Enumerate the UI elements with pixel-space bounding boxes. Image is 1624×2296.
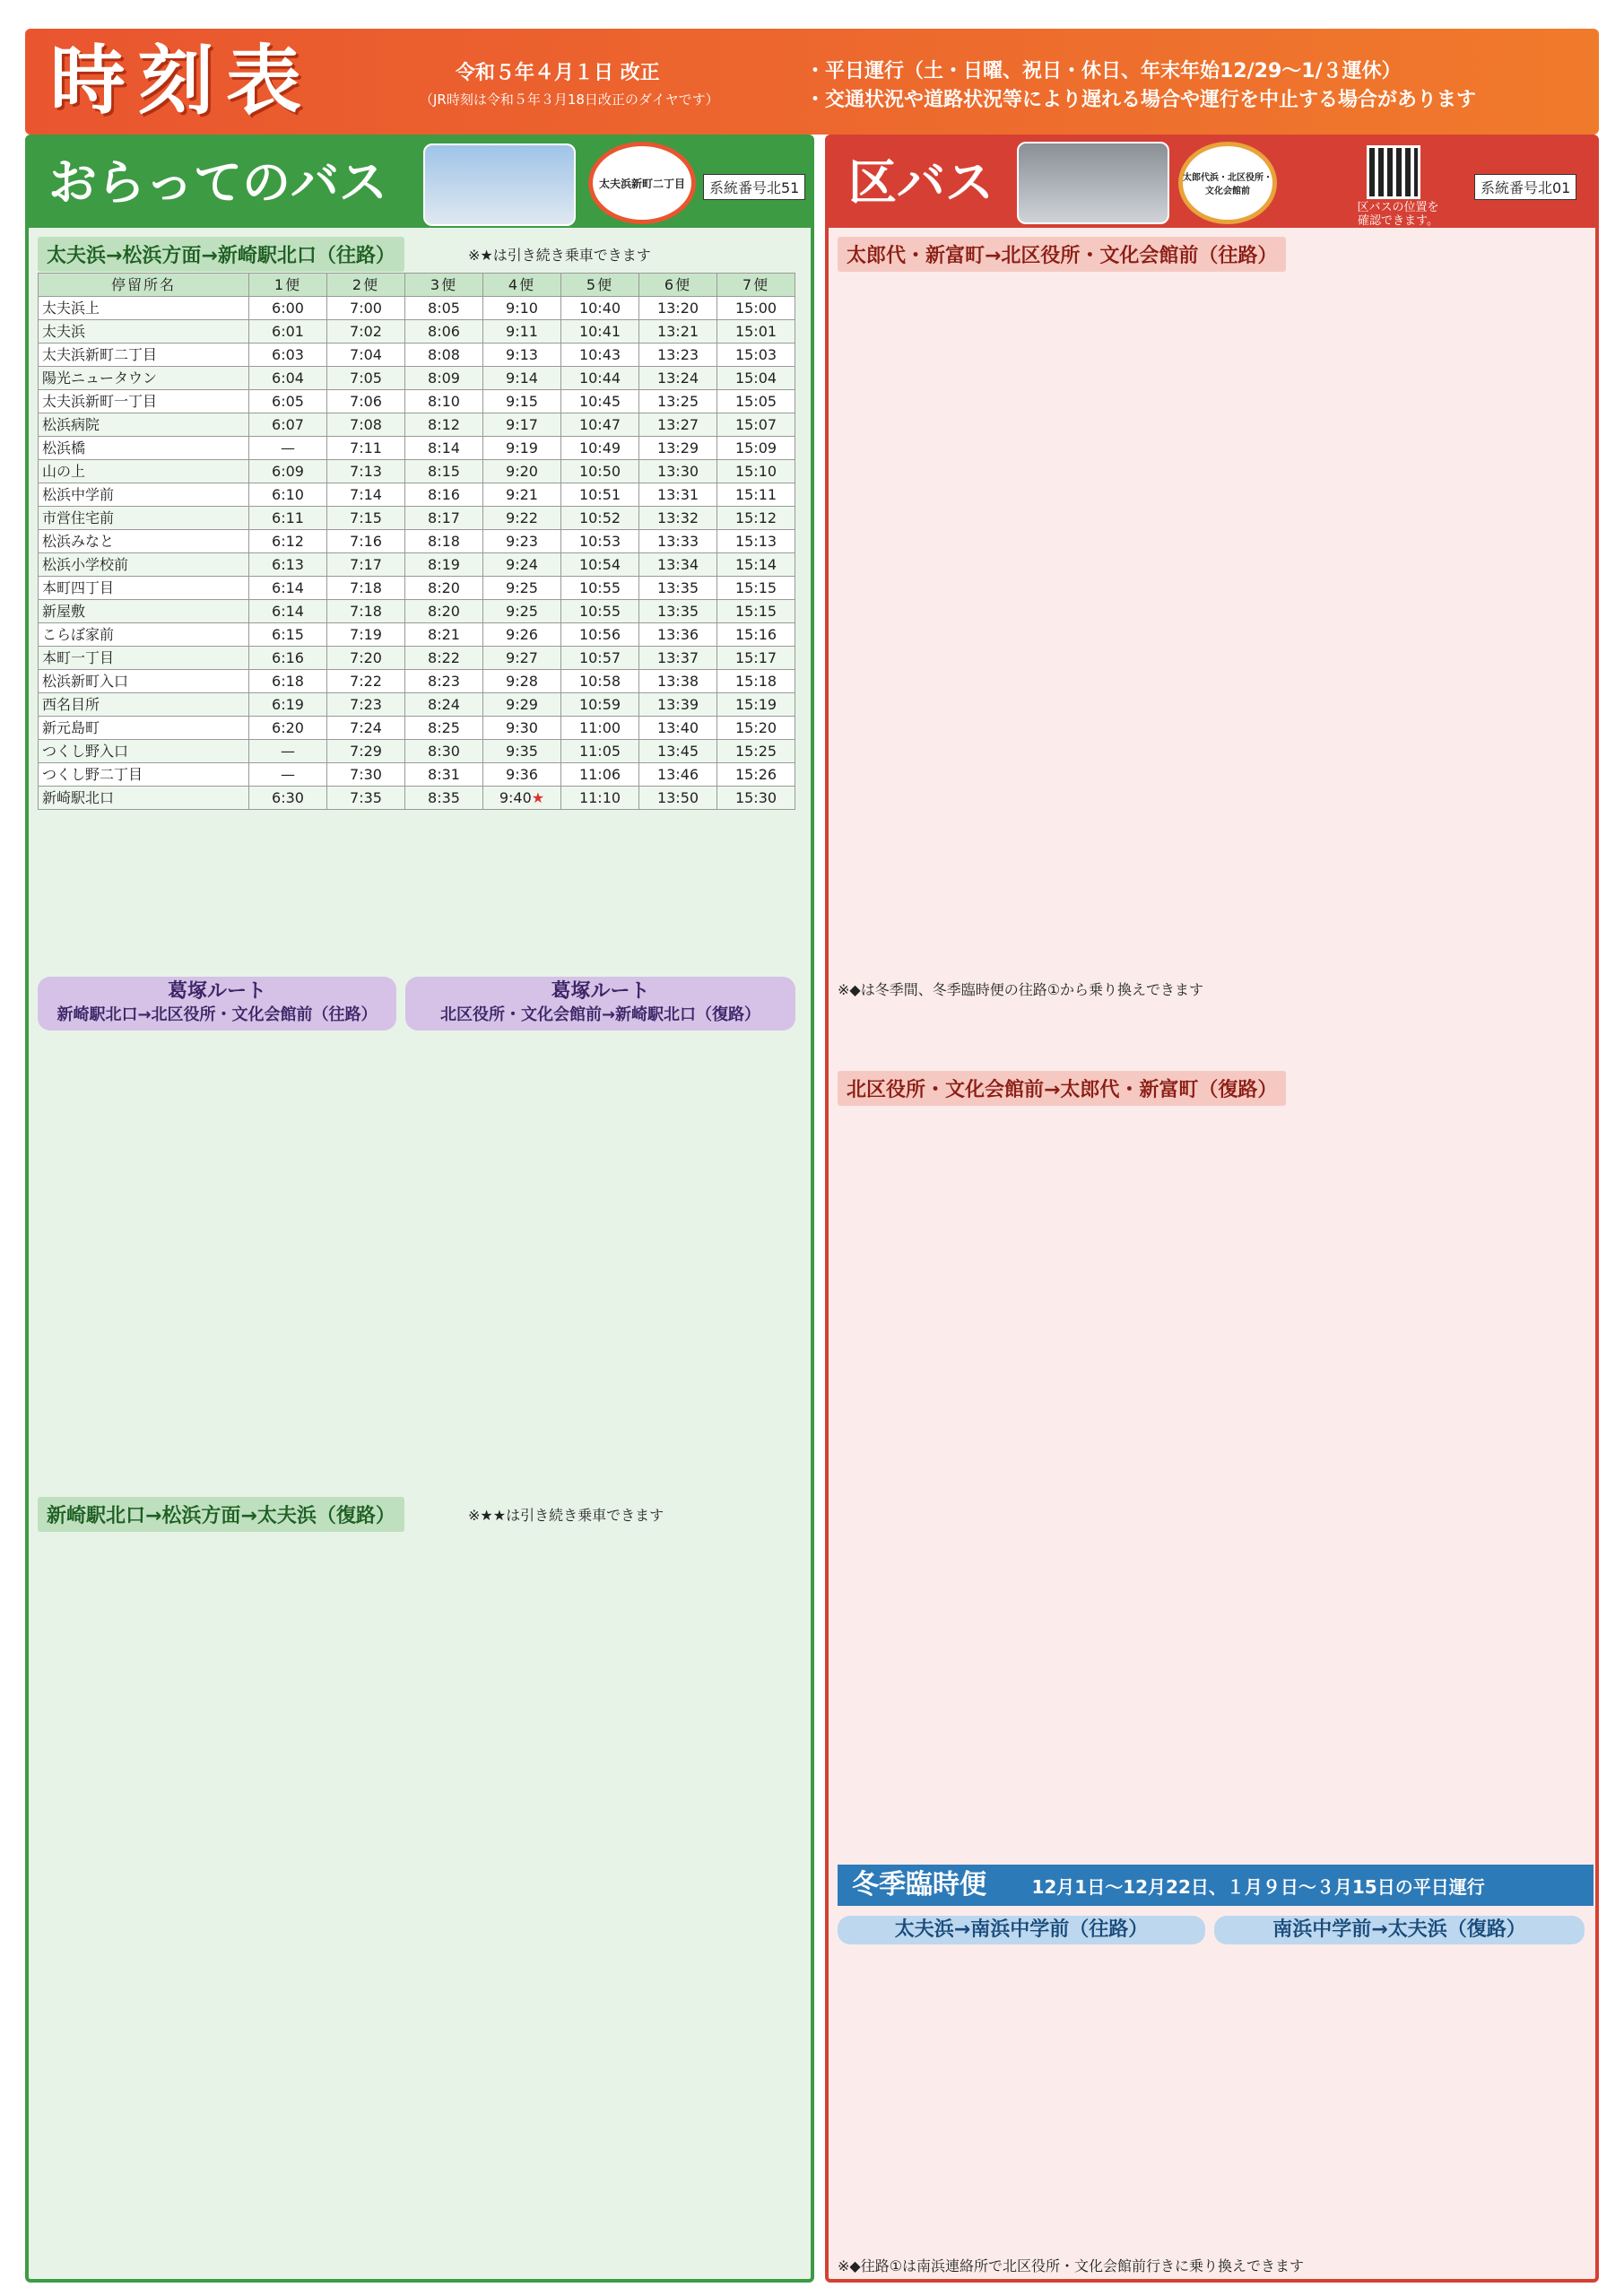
stop-name: 太夫浜 — [39, 320, 249, 344]
column-header: 4便 — [483, 274, 561, 297]
table-row — [39, 763, 795, 787]
time-cell: 13:33 — [639, 530, 717, 553]
column-header: 5便 — [561, 274, 639, 297]
time-cell: 11:10 — [561, 787, 639, 810]
time-cell: 13:32 — [639, 507, 717, 530]
time-cell: 6:14 — [249, 577, 327, 600]
time-cell: 13:34 — [639, 553, 717, 577]
time-cell: 10:56 — [561, 623, 639, 647]
kuzu-route-in-name: 葛塚ルート — [551, 980, 650, 1003]
winter-period: 12月1日～12月22日、１月９日～３月15日の平日運行 — [1031, 1876, 1485, 1898]
time-cell: 10:49 — [561, 437, 639, 460]
time-cell: 7:17 — [327, 553, 405, 577]
time-cell: 6:18 — [249, 670, 327, 693]
time-cell: 8:09 — [405, 367, 483, 390]
time-cell: 15:16 — [717, 623, 795, 647]
time-cell: 8:08 — [405, 344, 483, 367]
ku-system-number: 系統番号北01 — [1474, 174, 1576, 200]
time-cell: 9:40★ — [483, 787, 561, 810]
time-cell: 15:25 — [717, 740, 795, 763]
page-header — [25, 29, 1599, 135]
stop-name: 松浜病院 — [39, 413, 249, 437]
time-cell: 15:18 — [717, 670, 795, 693]
stop-name: 太夫浜上 — [39, 297, 249, 320]
time-cell: 8:16 — [405, 483, 483, 507]
operation-note: ・平日運行（土・日曜、祝日・休日、年末年始12/29～1/３運休） — [805, 60, 1402, 83]
kuzu-route-in-title — [405, 977, 795, 1031]
system-number: 系統番号北51 — [703, 174, 805, 200]
time-cell: 15:20 — [717, 717, 795, 740]
ku-bus-panel — [825, 135, 1599, 2283]
revision-date: 令和５年４月１日 改正 — [456, 62, 660, 84]
time-cell: 7:05 — [327, 367, 405, 390]
table-row — [39, 577, 795, 600]
time-cell: 9:26 — [483, 623, 561, 647]
time-cell: 9:13 — [483, 344, 561, 367]
time-cell: 7:02 — [327, 320, 405, 344]
ku-bus-title: 区バス — [829, 138, 1595, 228]
time-cell: 9:14 — [483, 367, 561, 390]
time-cell: 15:12 — [717, 507, 795, 530]
time-cell: 6:01 — [249, 320, 327, 344]
table-row — [39, 483, 795, 507]
time-cell: 10:58 — [561, 670, 639, 693]
time-cell: 15:15 — [717, 600, 795, 623]
table-row — [39, 344, 795, 367]
time-cell: 15:15 — [717, 577, 795, 600]
van-image — [1017, 142, 1169, 224]
bus-image — [423, 144, 576, 226]
time-cell: 6:13 — [249, 553, 327, 577]
winter-in-title: 南浜中学前→太夫浜（復路） — [1214, 1916, 1585, 1944]
time-cell: 7:18 — [327, 600, 405, 623]
time-cell: 13:37 — [639, 647, 717, 670]
oratte-inbound-heading: 新崎駅北口→松浜方面→太夫浜（復路） — [38, 1497, 404, 1532]
stop-name: 新崎駅北口 — [39, 787, 249, 810]
kuzu-route-in-sub: 北区役所・文化会館前→新崎駅北口（復路） — [439, 1005, 761, 1024]
time-cell: 10:44 — [561, 367, 639, 390]
table-row — [39, 647, 795, 670]
page-title: 時刻表 — [50, 36, 315, 125]
time-cell: 13:36 — [639, 623, 717, 647]
oratte-outbound-heading: 太夫浜→松浜方面→新崎駅北口（往路） — [38, 237, 404, 272]
time-cell: 13:24 — [639, 367, 717, 390]
time-cell: 6:30 — [249, 787, 327, 810]
winter-out-title: 太夫浜→南浜中学前（往路） — [838, 1916, 1205, 1944]
time-cell: 9:10 — [483, 297, 561, 320]
stop-name: 松浜みなと — [39, 530, 249, 553]
time-cell: 8:17 — [405, 507, 483, 530]
time-cell: 13:38 — [639, 670, 717, 693]
time-cell: 7:14 — [327, 483, 405, 507]
kuzu-route-out-sub: 新崎駅北口→北区役所・文化会館前（往路） — [56, 1005, 378, 1024]
ku-inbound-heading: 北区役所・文化会館前→太郎代・新富町（復路） — [838, 1071, 1286, 1106]
time-cell: 11:06 — [561, 763, 639, 787]
time-cell: 8:20 — [405, 577, 483, 600]
time-cell: 8:15 — [405, 460, 483, 483]
time-cell: 10:59 — [561, 693, 639, 717]
time-cell: 15:13 — [717, 530, 795, 553]
time-cell: 15:14 — [717, 553, 795, 577]
time-cell: 15:09 — [717, 437, 795, 460]
time-cell: 7:30 — [327, 763, 405, 787]
delay-note: ・交通状況や道路状況等により遅れる場合や運行を中止する場合があります — [805, 89, 1477, 111]
time-cell: 10:52 — [561, 507, 639, 530]
time-cell: 8:24 — [405, 693, 483, 717]
table-row — [39, 530, 795, 553]
time-cell: 7:22 — [327, 670, 405, 693]
time-cell: 9:15 — [483, 390, 561, 413]
time-cell: 10:47 — [561, 413, 639, 437]
winter-bar — [838, 1865, 1594, 1906]
table-row — [39, 297, 795, 320]
table-row — [39, 320, 795, 344]
time-cell: 6:03 — [249, 344, 327, 367]
stop-name: 松浜新町入口 — [39, 670, 249, 693]
table-row — [39, 623, 795, 647]
time-cell: 9:25 — [483, 600, 561, 623]
time-cell: 8:14 — [405, 437, 483, 460]
time-cell: 8:20 — [405, 600, 483, 623]
stop-name: こらぼ家前 — [39, 623, 249, 647]
stop-name: 陽光ニュータウン — [39, 367, 249, 390]
table-row — [39, 367, 795, 390]
time-cell: 6:09 — [249, 460, 327, 483]
table-row — [39, 787, 795, 810]
column-header: 1便 — [249, 274, 327, 297]
time-cell: 13:27 — [639, 413, 717, 437]
stop-name: 松浜中学前 — [39, 483, 249, 507]
time-cell: 15:11 — [717, 483, 795, 507]
ku-outbound-note: ※◆は冬季間、冬季臨時便の往路①から乗り換えできます — [838, 981, 1204, 998]
stop-name: 松浜小学校前 — [39, 553, 249, 577]
oratte-outbound-table — [38, 273, 795, 810]
time-cell: 8:35 — [405, 787, 483, 810]
time-cell: 9:35 — [483, 740, 561, 763]
oratte-inbound-note: ※★★は引き続き乗車できます — [468, 1507, 664, 1524]
time-cell: 13:46 — [639, 763, 717, 787]
kuzu-route-out-title — [38, 977, 396, 1031]
time-cell: 8:23 — [405, 670, 483, 693]
time-cell: 13:45 — [639, 740, 717, 763]
time-cell: 6:04 — [249, 367, 327, 390]
time-cell: 6:05 — [249, 390, 327, 413]
column-header: 2便 — [327, 274, 405, 297]
table-row — [39, 670, 795, 693]
time-cell: 13:40 — [639, 717, 717, 740]
time-cell: 9:36 — [483, 763, 561, 787]
stop-name: 新元島町 — [39, 717, 249, 740]
time-cell: 15:07 — [717, 413, 795, 437]
time-cell: 10:55 — [561, 600, 639, 623]
time-cell: 15:30 — [717, 787, 795, 810]
table-row — [39, 413, 795, 437]
time-cell: 10:50 — [561, 460, 639, 483]
revision-note: （JR時刻は令和５年３月18日改正のダイヤです） — [420, 91, 719, 108]
time-cell: 10:40 — [561, 297, 639, 320]
time-cell: 15:01 — [717, 320, 795, 344]
stop-name: 本町一丁目 — [39, 647, 249, 670]
time-cell: 8:31 — [405, 763, 483, 787]
column-header: 停留所名 — [39, 274, 249, 297]
time-cell: 7:00 — [327, 297, 405, 320]
qr-code[interactable] — [1367, 145, 1420, 199]
time-cell: 9:29 — [483, 693, 561, 717]
table-row — [39, 740, 795, 763]
stop-name: 西名目所 — [39, 693, 249, 717]
time-cell: 15:03 — [717, 344, 795, 367]
time-cell: 8:21 — [405, 623, 483, 647]
table-row — [39, 507, 795, 530]
time-cell: 8:10 — [405, 390, 483, 413]
time-cell: 9:27 — [483, 647, 561, 670]
time-cell: 11:05 — [561, 740, 639, 763]
time-cell: 8:18 — [405, 530, 483, 553]
column-header: 3便 — [405, 274, 483, 297]
time-cell: 15:26 — [717, 763, 795, 787]
time-cell: 15:10 — [717, 460, 795, 483]
time-cell: 15:00 — [717, 297, 795, 320]
time-cell: 7:13 — [327, 460, 405, 483]
time-cell: 7:16 — [327, 530, 405, 553]
table-row — [39, 390, 795, 413]
winter-note: ※◆往路①は南浜連絡所で北区役所・文化会館前行きに乗り換えできます — [838, 2257, 1305, 2274]
time-cell: 9:25 — [483, 577, 561, 600]
stop-name: つくし野入口 — [39, 740, 249, 763]
time-cell: 13:50 — [639, 787, 717, 810]
stop-name: 太夫浜新町二丁目 — [39, 344, 249, 367]
time-cell: 13:23 — [639, 344, 717, 367]
time-cell: 13:21 — [639, 320, 717, 344]
time-cell: 9:19 — [483, 437, 561, 460]
time-cell: 6:20 — [249, 717, 327, 740]
time-cell: 13:25 — [639, 390, 717, 413]
time-cell: 8:22 — [405, 647, 483, 670]
time-cell: 6:15 — [249, 623, 327, 647]
time-cell: 7:29 — [327, 740, 405, 763]
oratte-bus-title: おらってのバス — [29, 138, 811, 228]
column-header: 7便 — [717, 274, 795, 297]
time-cell: 13:29 — [639, 437, 717, 460]
time-cell: 7:04 — [327, 344, 405, 367]
table-row — [39, 717, 795, 740]
time-cell: 9:17 — [483, 413, 561, 437]
table-row — [39, 460, 795, 483]
time-cell: 7:19 — [327, 623, 405, 647]
stop-name: つくし野二丁目 — [39, 763, 249, 787]
time-cell: 7:24 — [327, 717, 405, 740]
time-cell: 7:20 — [327, 647, 405, 670]
time-cell: 9:11 — [483, 320, 561, 344]
time-cell: 10:53 — [561, 530, 639, 553]
time-cell: 13:35 — [639, 600, 717, 623]
ku-bus-badge: 太郎代浜・北区役所・文化会館前 — [1178, 142, 1277, 224]
column-header: 6便 — [639, 274, 717, 297]
time-cell: 6:07 — [249, 413, 327, 437]
time-cell: 7:18 — [327, 577, 405, 600]
stop-name: 本町四丁目 — [39, 577, 249, 600]
table-row — [39, 693, 795, 717]
time-cell: 6:12 — [249, 530, 327, 553]
time-cell: 6:16 — [249, 647, 327, 670]
time-cell: 10:41 — [561, 320, 639, 344]
time-cell: — — [249, 740, 327, 763]
time-cell: 10:45 — [561, 390, 639, 413]
ku-outbound-heading: 太郎代・新富町→北区役所・文化会館前（往路） — [838, 237, 1286, 272]
stop-badge: 太夫浜新町二丁目 — [588, 142, 696, 224]
stop-name: 市営住宅前 — [39, 507, 249, 530]
time-cell: 6:00 — [249, 297, 327, 320]
time-cell: 6:11 — [249, 507, 327, 530]
time-cell: 8:30 — [405, 740, 483, 763]
time-cell: — — [249, 437, 327, 460]
time-cell: 15:17 — [717, 647, 795, 670]
oratte-bus-panel — [25, 135, 814, 2283]
time-cell: 9:21 — [483, 483, 561, 507]
time-cell: 9:30 — [483, 717, 561, 740]
time-cell: 8:25 — [405, 717, 483, 740]
time-cell: 9:24 — [483, 553, 561, 577]
time-cell: 13:30 — [639, 460, 717, 483]
table-row — [39, 437, 795, 460]
time-cell: 8:12 — [405, 413, 483, 437]
time-cell: 10:55 — [561, 577, 639, 600]
stop-name: 太夫浜新町一丁目 — [39, 390, 249, 413]
table-header — [39, 274, 795, 297]
time-cell: 7:23 — [327, 693, 405, 717]
time-cell: 13:35 — [639, 577, 717, 600]
time-cell: 8:19 — [405, 553, 483, 577]
time-cell: 9:28 — [483, 670, 561, 693]
time-cell: 10:51 — [561, 483, 639, 507]
time-cell: 7:06 — [327, 390, 405, 413]
time-cell: 8:05 — [405, 297, 483, 320]
table-row — [39, 553, 795, 577]
time-cell: 8:06 — [405, 320, 483, 344]
time-cell: 13:20 — [639, 297, 717, 320]
time-cell: 7:08 — [327, 413, 405, 437]
stop-name: 山の上 — [39, 460, 249, 483]
time-cell: 10:54 — [561, 553, 639, 577]
time-cell: — — [249, 763, 327, 787]
time-cell: 7:15 — [327, 507, 405, 530]
kuzu-route-out-name: 葛塚ルート — [167, 980, 266, 1003]
oratte-outbound-note: ※★は引き続き乗車できます — [468, 247, 651, 264]
time-cell: 7:35 — [327, 787, 405, 810]
time-cell: 15:19 — [717, 693, 795, 717]
time-cell: 15:05 — [717, 390, 795, 413]
stop-name: 新屋敷 — [39, 600, 249, 623]
time-cell: 7:11 — [327, 437, 405, 460]
time-cell: 10:43 — [561, 344, 639, 367]
time-cell: 9:20 — [483, 460, 561, 483]
time-cell: 15:04 — [717, 367, 795, 390]
time-cell: 6:14 — [249, 600, 327, 623]
time-cell: 13:31 — [639, 483, 717, 507]
time-cell: 11:00 — [561, 717, 639, 740]
time-cell: 13:39 — [639, 693, 717, 717]
qr-note: 区バスの位置を 確認できます。 — [1357, 201, 1439, 228]
stop-name: 松浜橋 — [39, 437, 249, 460]
table-row — [39, 600, 795, 623]
time-cell: 6:19 — [249, 693, 327, 717]
time-cell: 6:10 — [249, 483, 327, 507]
time-cell: 9:22 — [483, 507, 561, 530]
time-cell: 9:23 — [483, 530, 561, 553]
time-cell: 10:57 — [561, 647, 639, 670]
winter-title: 冬季臨時便 — [852, 1869, 986, 1900]
